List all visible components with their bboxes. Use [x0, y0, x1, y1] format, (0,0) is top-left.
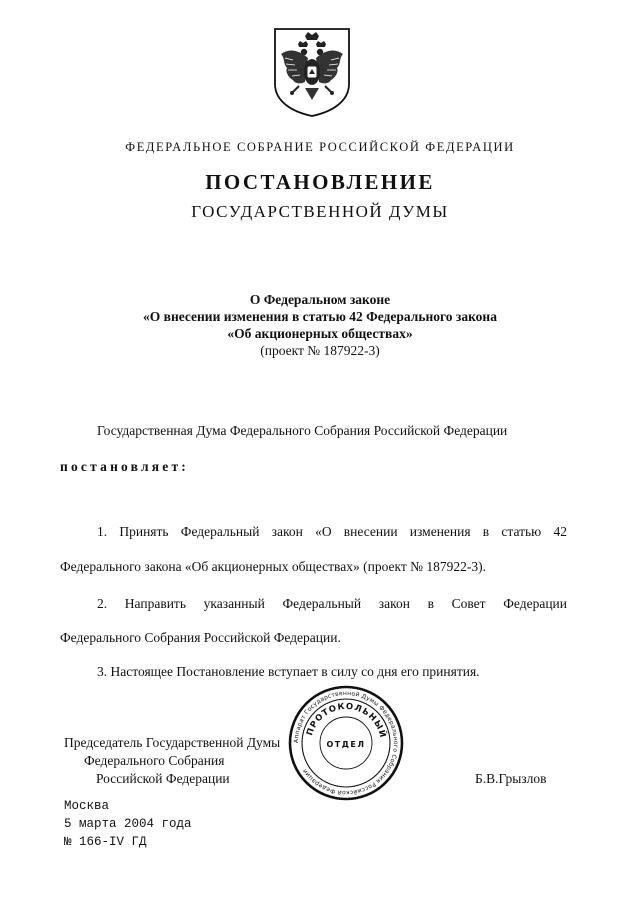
signatory-position-line-1: Председатель Государственной Думы: [64, 735, 281, 750]
signatory-name: Б.В.Грызлов: [475, 771, 547, 786]
item-2-line-2: Федерального Собрания Российской Федерации.: [60, 630, 341, 645]
coat-of-arms-emblem: [271, 26, 353, 118]
signatory-position-line-2: Федерального Собрания: [84, 753, 225, 768]
subject-line-1: О Федеральном законе: [249, 292, 391, 307]
subject-line-2: «О внесении изменения в статью 42 Федерального закона: [143, 309, 497, 324]
stamp-ring-text: ПРОТОКОЛЬНЫЙ: [305, 701, 388, 740]
intro-text: Государственная Дума Федерального Собрания Российской Федерации: [97, 423, 508, 438]
subject-line-3: «Об акционерных обществах»: [227, 326, 413, 341]
item-1-line-2: Федерального закона «Об акционерных обществах» (проект № 187922-3).: [60, 559, 487, 574]
subject-line-4: (проект № 187922-3): [260, 343, 380, 358]
footer-city: Москва: [64, 799, 110, 813]
item-3: 3. Настоящее Постановление вступает в силу со дня его принятия.: [97, 664, 480, 679]
org-title: ФЕДЕРАЛЬНОЕ СОБРАНИЕ РОССИЙСКОЙ ФЕДЕРАЦИИ: [125, 140, 515, 154]
footer-date: 5 марта 2004 года: [64, 817, 192, 831]
decree-word: постановляет:: [60, 459, 189, 474]
stamp-center-text: ОТДЕЛ: [326, 740, 366, 749]
document-type-title: ПОСТАНОВЛЕНИЕ: [205, 170, 435, 194]
signatory-position-line-3: Российской Федерации: [96, 771, 230, 786]
item-1-line-1: 1. Принять Федеральный закон «О внесении изменения в статью 42: [97, 524, 567, 539]
stamp-outer-text: Аппарат Государственной Думы Федерального Собрания Российской Федерации: [292, 689, 400, 797]
document-subtype-title: ГОСУДАРСТВЕННОЙ ДУМЫ: [191, 202, 449, 221]
protocol-department-stamp: [287, 684, 405, 802]
footer-number: № 166-IV ГД: [64, 835, 147, 849]
item-2-line-1: 2. Направить указанный Федеральный закон в Совет Федерации: [97, 596, 567, 611]
